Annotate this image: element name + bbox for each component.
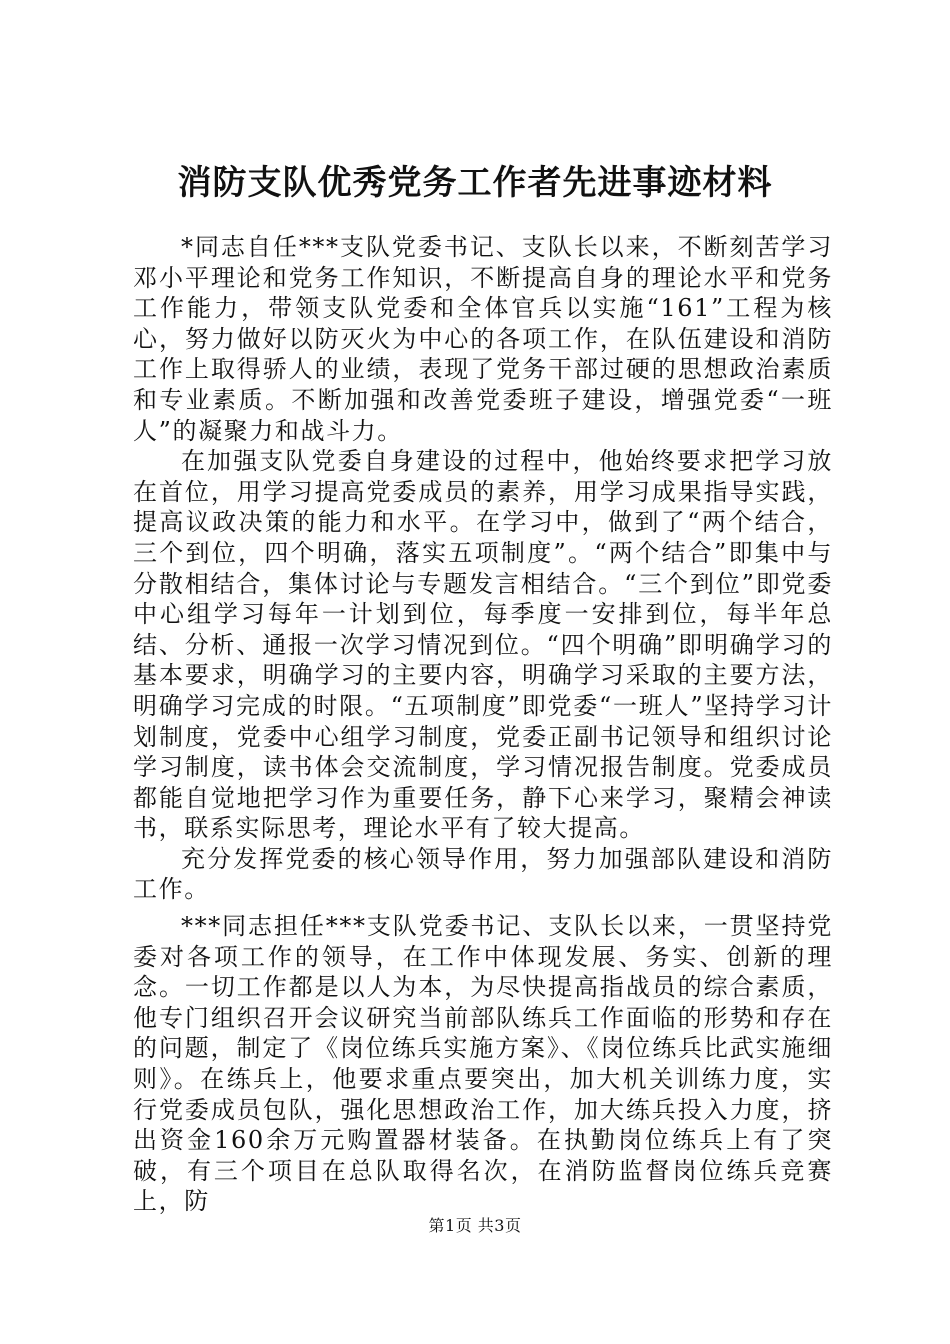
paragraph: 充分发挥党委的核心领导作用，努力加强部队建设和消防工作。 <box>133 844 833 904</box>
page-footer: 第1页 共3页 <box>428 1216 522 1235</box>
paragraph: *同志自任***支队党委书记、支队长以来，不断刻苦学习邓小平理论和党务工作知识，不断提高自身的理论水平和党务工作能力，带领支队党委和全体官兵以实施“161”工程为核心，努力做好以防灭火为中心的各项工作，在队伍建设和消防工作上取得骄人的业绩，表现了党务干部过硬的思想政治素质和专业素质。不断加强和改善党委班子建设，增强党委“一班人”的凝聚力和战斗力。 <box>133 233 833 445</box>
document-title: 消防支队优秀党务工作者先进事迹材料 <box>177 163 773 203</box>
paragraph: 在加强支队党委自身建设的过程中，他始终要求把学习放在首位，用学习提高党委成员的素养，用学习成果指导实践，提高议政决策的能力和水平。在学习中，做到了“两个结合，三个到位，四个明确，落实五项制度”。“两个结合”即集中与分散相结合，集体讨论与专题发言相结合。“三个到位”即党委中心组学习每年一计划到位，每季度一安排到位，每半年总结、分析、通报一次学习情况到位。“四个明确”即明确学习的基本要求，明确学习的主要内容，明确学习采取的主要方法，明确学习完成的时限。“五项制度”即党委“一班人”坚持学习计划制度，党委中心组学习制度，党委正副书记领导和组织讨论学习制度，读书体会交流制度，学习情况报告制度。党委成员都能自觉地把学习作为重要任务，静下心来学习，聚精会神读书，联系实际思考，理论水平有了较大提高。 <box>133 447 833 843</box>
paragraph: ***同志担任***支队党委书记、支队长以来，一贯坚持党委对各项工作的领导，在工作中体现发展、务实、创新的理念。一切工作都是以人为本，为尽快提高指战员的综合素质，他专门组织召开会议研究当前部队练兵工作面临的形势和存在的问题，制定了《岗位练兵实施方案》、《岗位练兵比武实施细则》。在练兵上，他要求重点要突出，加大机关训练力度，实行党委成员包队，强化思想政治工作，加大练兵投入力度，挤出资金160余万元购置器材装备。在执勤岗位练兵上有了突破，有三个项目在总队取得名次，在消防监督岗位练兵竞赛上，防 <box>133 912 833 1216</box>
document-body <box>133 232 833 1217</box>
